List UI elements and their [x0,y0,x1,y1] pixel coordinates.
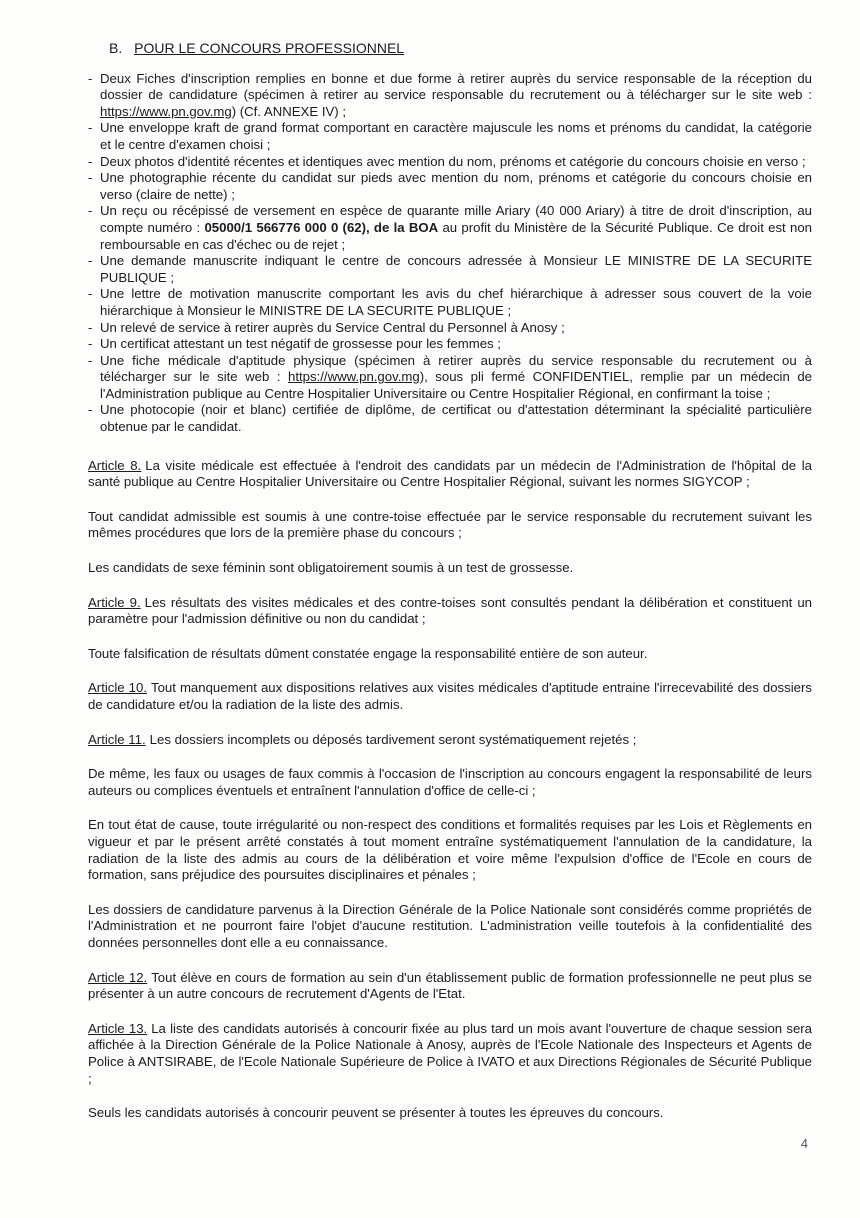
requirement-item [88,203,812,253]
document-body [88,40,812,1122]
requirement-text: Une photographie récente du candidat sur pieds avec mention du nom, prénoms et catégorie du concours choisie en verso (claire de nette) ; [100,170,812,202]
paragraph [88,766,812,799]
paragraph-text: Tout candidat admissible est soumis à une contre-toise effectuée par le service responsable du recrutement suivant les mêmes procédures que lors de la première phase du concours ; [88,508,812,541]
requirement-text: Deux photos d'identité récentes et identiques avec mention du nom, prénoms et catégorie du concours choisie en verso ; [100,153,806,169]
requirement-text: Deux Fiches d'inscription remplies en bonne et due forme à retirer auprès du service responsable de la réception du dossier de candidature (spécimen à retirer au service responsable du recrutement ou à télécharger sur le site web : [100,70,812,103]
paragraph-text: Les dossiers de candidature parvenus à la Direction Générale de la Police Nationale sont considérés comme propriétés de l'Administration et ne pourront faire l'objet d'aucune restitution. L'administration veille toutefois à la confidentialité des données personnelles dont elle a eu connaissance. [88,901,812,950]
requirement-text: Une enveloppe kraft de grand format comportant en caractère majuscule les noms et prénoms du candidat, la catégorie et le centre d'examen choisi ; [100,120,812,152]
paragraph-text: En tout état de cause, toute irrégularité ou non-respect des conditions et formalités requises par les Lois et Règlements en vigueur et par le présent arrêté constatés à tout moment entraîne systématiquement l'annulation de la candidature, la radiation de la liste des admis au cours de la délibération et voire même l'expulsion d'office de l'Ecole en cours de formation, sans préjudice des poursuites disciplinaires et pénales ; [88,817,812,883]
article-paragraph [88,595,812,628]
article-paragraph [88,680,812,713]
requirements-list [88,71,812,436]
section-title: POUR LE CONCOURS PROFESSIONNEL [134,40,405,56]
article-paragraph [88,970,812,1003]
requirement-text: Une demande manuscrite indiquant le centre de concours adressée à Monsieur LE MINISTRE DE LA SECURITE PUBLIQUE ; [100,253,812,285]
article-label: Article 10. [88,680,147,696]
page-number: 4 [800,1136,808,1151]
requirement-item [88,286,812,319]
paragraph [88,902,812,952]
paragraph [88,817,812,883]
requirement-item [88,353,812,403]
requirement-text-end: au profit du Ministère de la Sécurité Publique. Ce droit est non remboursable en cas d'échec ou de rejet ; [100,219,812,252]
article-paragraph [88,732,812,749]
paragraph [88,1105,812,1122]
article-label: Article 8. [88,457,142,473]
paragraph-text: Tout élève en cours de formation au sein d'un établissement public de formation professionnelle ne peut plus se présenter à un autre concours de recrutement d'Agents de l'Etat. [88,969,812,1002]
requirement-text-end: ), sous pli fermé CONFIDENTIEL, remplie par un médecin de l'Administration publique au Centre Hospitalier Universitaire ou Centre Hospitalier Régional, en confirmant la toise ; [100,369,812,401]
articles-block [88,458,812,1122]
requirement-item [88,154,812,171]
paragraph-text: De même, les faux ou usages de faux commis à l'occasion de l'inscription au concours engagent la responsabilité de leurs auteurs ou complices éventuels et entraînent l'annulation d'office de celle-ci ; [88,766,812,798]
requirement-text: Un relevé de service à retirer auprès du Service Central du Personnel à Anosy ; [100,319,565,335]
requirement-item [88,71,812,121]
requirement-item [88,253,812,286]
article-label: Article 13. [88,1020,148,1036]
paragraph [88,509,812,542]
article-label: Article 11. [88,731,146,747]
requirement-text: Un certificat attestant un test négatif de grossesse pour les femmes ; [100,336,501,352]
requirement-item [88,320,812,337]
website-link[interactable]: https://www.pn.gov.mg [100,103,232,119]
website-link[interactable]: https://www.pn.gov.mg [288,369,420,385]
account-number: 05000/1 566776 000 0 (62), de la BOA [204,219,439,235]
paragraph-text: La liste des candidats autorisés à concourir fixée au plus tard un mois avant l'ouverture de chaque session sera affichée à la Direction Générale de la Police Nationale à Anosy, auprès de l'Ecole Nationale des Inspecteurs et Agents de Police à ANTSIRABE, de l'Ecole Nationale Supérieure de Police à IVATO et aux Directions Régionales de Sécurité Publique ; [88,1020,813,1086]
requirement-item [88,402,812,435]
paragraph [88,646,812,663]
requirement-item [88,120,812,153]
requirement-item [88,170,812,203]
article-label: Article 12. [88,969,148,985]
section-heading [109,40,812,57]
requirement-text: Un reçu ou récépissé de versement en espèce de quarante mille Ariary (40 000 Ariary) à titre de droit d'inscription, au compte numéro : [100,203,812,235]
paragraph-text: Tout manquement aux dispositions relatives aux visites médicales d'aptitude entraine l'irrecevabilité des dossiers de candidature et/ou la radiation de la liste des admis. [88,680,812,712]
paragraph-text: Les dossiers incomplets ou déposés tardivement seront systématiquement rejetés ; [149,731,637,747]
requirement-text: Une lettre de motivation manuscrite comportant les avis du chef hiérarchique à adresser sous couvert de la voie hiérarchique à Monsieur le MINISTRE DE LA SECURITE PUBLIQUE ; [100,286,812,318]
requirement-item [88,336,812,353]
paragraph-text: La visite médicale est effectuée à l'endroit des candidats par un médecin de l'Administration de l'hôpital de la santé publique au Centre Hospitalier Universitaire ou Centre Hospitalier Régional, suivant les normes SIGYCOP ; [88,457,812,490]
article-paragraph [88,458,812,491]
paragraph [88,560,812,577]
section-letter: B. [109,40,123,56]
article-label: Article 9. [88,594,141,610]
paragraph-text: Toute falsification de résultats dûment constatée engage la responsabilité entière de son auteur. [88,645,648,661]
requirement-text: Une fiche médicale d'aptitude physique (spécimen à retirer auprès du service responsable du recrutement ou à télécharger sur le site web : [100,352,812,385]
paragraph-text: Les candidats de sexe féminin sont obligatoirement soumis à un test de grossesse. [88,560,574,576]
article-paragraph [88,1021,812,1087]
requirement-text-end: ) (Cf. ANNEXE IV) ; [231,103,346,119]
paragraph-text: Les résultats des visites médicales et des contre-toises sont consultés pendant la délibération et constituent un paramètre pour l'admission définitive ou non du candidat ; [88,594,812,627]
requirement-text: Une photocopie (noir et blanc) certifiée de diplôme, de certificat ou d'attestation déterminant la spécialité particulière obtenue par le candidat. [100,402,812,435]
paragraph-text: Seuls les candidats autorisés à concourir peuvent se présenter à toutes les épreuves du concours. [88,1105,664,1121]
